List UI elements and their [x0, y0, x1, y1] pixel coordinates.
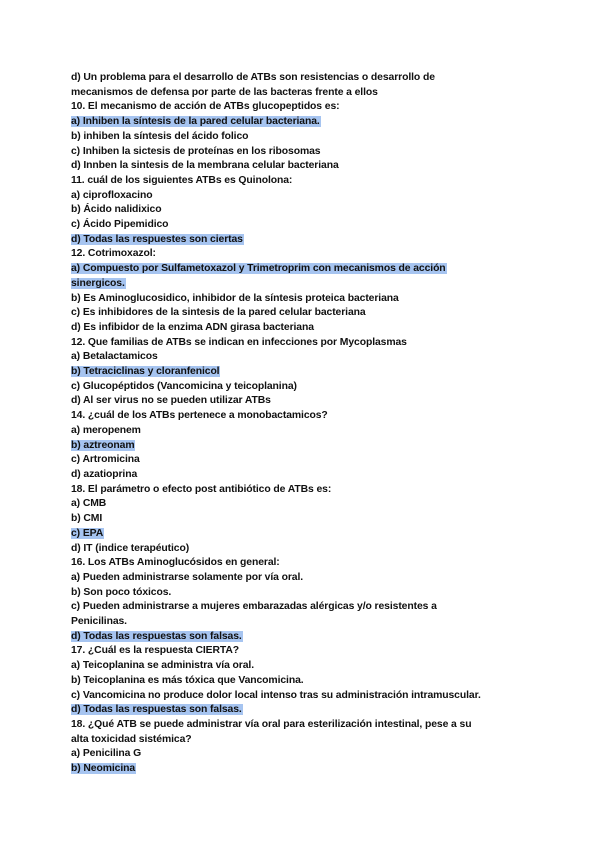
line-text: a) Betalactamicos: [71, 351, 158, 363]
line-text: a) ciprofloxacino: [71, 189, 153, 201]
text-line: [71, 86, 531, 101]
line-text: a) meropenem: [71, 424, 141, 436]
text-line: [71, 468, 531, 483]
text-line: [71, 71, 531, 86]
text-line: [71, 145, 531, 160]
highlighted-answer-line: [71, 703, 531, 718]
line-text: 18. ¿Qué ATB se puede administrar vía oral para esterilización intestinal, pese a su: [71, 718, 472, 730]
line-text: a) Pueden administrarse solamente por vía oral.: [71, 571, 304, 583]
text-line: [71, 556, 531, 571]
text-line: [71, 394, 531, 409]
line-text: b) Son poco tóxicos.: [71, 586, 172, 598]
text-line: [71, 321, 531, 336]
text-line: [71, 600, 531, 615]
line-text: 12. Cotrimoxazol:: [71, 248, 156, 260]
line-text: Penicilinas.: [71, 616, 127, 628]
line-text: d) Todas las respuestas son falsas.: [71, 630, 242, 642]
text-line: [71, 409, 531, 424]
highlighted-answer-line: [71, 762, 531, 777]
text-line: [71, 586, 531, 601]
highlighted-answer-line: [71, 233, 531, 248]
line-text: d) Todas las respuestes son ciertas: [71, 233, 243, 245]
highlighted-answer-line: [71, 527, 531, 542]
line-text: 16. Los ATBs Aminoglucósidos en general:: [71, 557, 280, 569]
text-line: [71, 174, 531, 189]
line-text: b) Tetraciclinas y cloranfenicol: [71, 366, 220, 378]
line-text: c) Ácido Pipemidico: [71, 219, 169, 231]
text-line: [71, 350, 531, 365]
highlighted-answer-line: [71, 277, 531, 292]
line-text: 17. ¿Cuál es la respuesta CIERTA?: [71, 645, 240, 657]
line-text: d) Al ser virus no se pueden utilizar ATBs: [71, 395, 271, 407]
line-text: b) aztreonam: [71, 439, 135, 451]
text-line: [71, 483, 531, 498]
text-line: [71, 453, 531, 468]
text-line: [71, 512, 531, 527]
line-text: c) Pueden administrarse a mujeres embarazadas alérgicas y/o resistentes a: [71, 601, 437, 613]
line-text: c) Artromicina: [71, 454, 140, 466]
line-text: d) Es infibidor de la enzima ADN girasa bacteriana: [71, 321, 314, 333]
line-text: c) Es inhibidores de la sintesis de la pared celular bacteriana: [71, 307, 366, 319]
line-text: 14. ¿cuál de los ATBs pertenece a monobactamicos?: [71, 410, 328, 422]
text-line: [71, 306, 531, 321]
text-line: [71, 644, 531, 659]
line-text: 12. Que familias de ATBs se indican en infecciones por Mycoplasmas: [71, 336, 407, 348]
line-text: b) inhiben la síntesis del ácido folico: [71, 130, 249, 142]
text-line: [71, 247, 531, 262]
text-line: [71, 571, 531, 586]
line-text: c) EPA: [71, 527, 104, 539]
line-text: a) Penicilina G: [71, 748, 142, 760]
highlighted-answer-line: [71, 439, 531, 454]
line-text: d) IT (indice terapéutico): [71, 542, 190, 554]
text-line: [71, 203, 531, 218]
highlighted-answer-line: [71, 115, 531, 130]
highlighted-answer-line: [71, 365, 531, 380]
line-text: a) Inhiben la síntesis de la pared celular bacteriana.: [71, 116, 320, 128]
text-line: [71, 659, 531, 674]
line-text: b) Es Aminoglucosidico, inhibidor de la síntesis proteica bacteriana: [71, 292, 399, 304]
text-line: [71, 542, 531, 557]
text-line: [71, 615, 531, 630]
line-text: a) CMB: [71, 498, 107, 510]
text-line: [71, 130, 531, 145]
line-text: sinergicos.: [71, 277, 125, 289]
text-line: [71, 336, 531, 351]
text-line: [71, 380, 531, 395]
line-text: 18. El parámetro o efecto post antibiótico de ATBs es:: [71, 483, 332, 495]
line-text: 10. El mecanismo de acción de ATBs glucopeptidos es:: [71, 101, 340, 113]
line-text: c) Inhiben la sictesis de proteínas en los ribosomas: [71, 145, 321, 157]
line-text: b) Teicoplanina es más tóxica que Vancomicina.: [71, 674, 304, 686]
highlighted-answer-line: [71, 262, 531, 277]
text-line: [71, 689, 531, 704]
text-line: [71, 747, 531, 762]
line-text: c) Vancomicina no produce dolor local intenso tras su administración intramuscular.: [71, 689, 481, 701]
line-text: d) Todas las respuestas son falsas.: [71, 704, 242, 716]
text-line: [71, 159, 531, 174]
text-line: [71, 718, 531, 733]
line-text: d) Innben la sintesis de la membrana celular bacteriana: [71, 160, 339, 172]
text-line: [71, 218, 531, 233]
highlighted-answer-line: [71, 630, 531, 645]
text-line: [71, 674, 531, 689]
text-line: [71, 292, 531, 307]
line-text: a) Compuesto por Sulfametoxazol y Trimetroprim con mecanismos de acción: [71, 263, 446, 275]
line-text: d) azatioprina: [71, 468, 138, 480]
text-line: [71, 733, 531, 748]
line-text: b) Ácido nalidixico: [71, 204, 162, 216]
quiz-text-block: [71, 71, 531, 777]
line-text: a) Teicoplanina se administra vía oral.: [71, 660, 255, 672]
line-text: d) Un problema para el desarrollo de ATBs son resistencias o desarrollo de: [71, 72, 435, 83]
line-text: mecanismos de defensa por parte de las bacteras frente a ellos: [71, 86, 378, 98]
line-text: alta toxicidad sistémica?: [71, 733, 192, 745]
text-line: [71, 100, 531, 115]
text-line: [71, 189, 531, 204]
text-line: [71, 497, 531, 512]
line-text: c) Glucopéptidos (Vancomicina y teicoplanina): [71, 380, 297, 392]
text-line: [71, 424, 531, 439]
line-text: 11. cuál de los siguientes ATBs es Quinolona:: [71, 174, 293, 186]
line-text: b) CMI: [71, 513, 103, 525]
line-text: b) Neomicina: [71, 763, 136, 775]
